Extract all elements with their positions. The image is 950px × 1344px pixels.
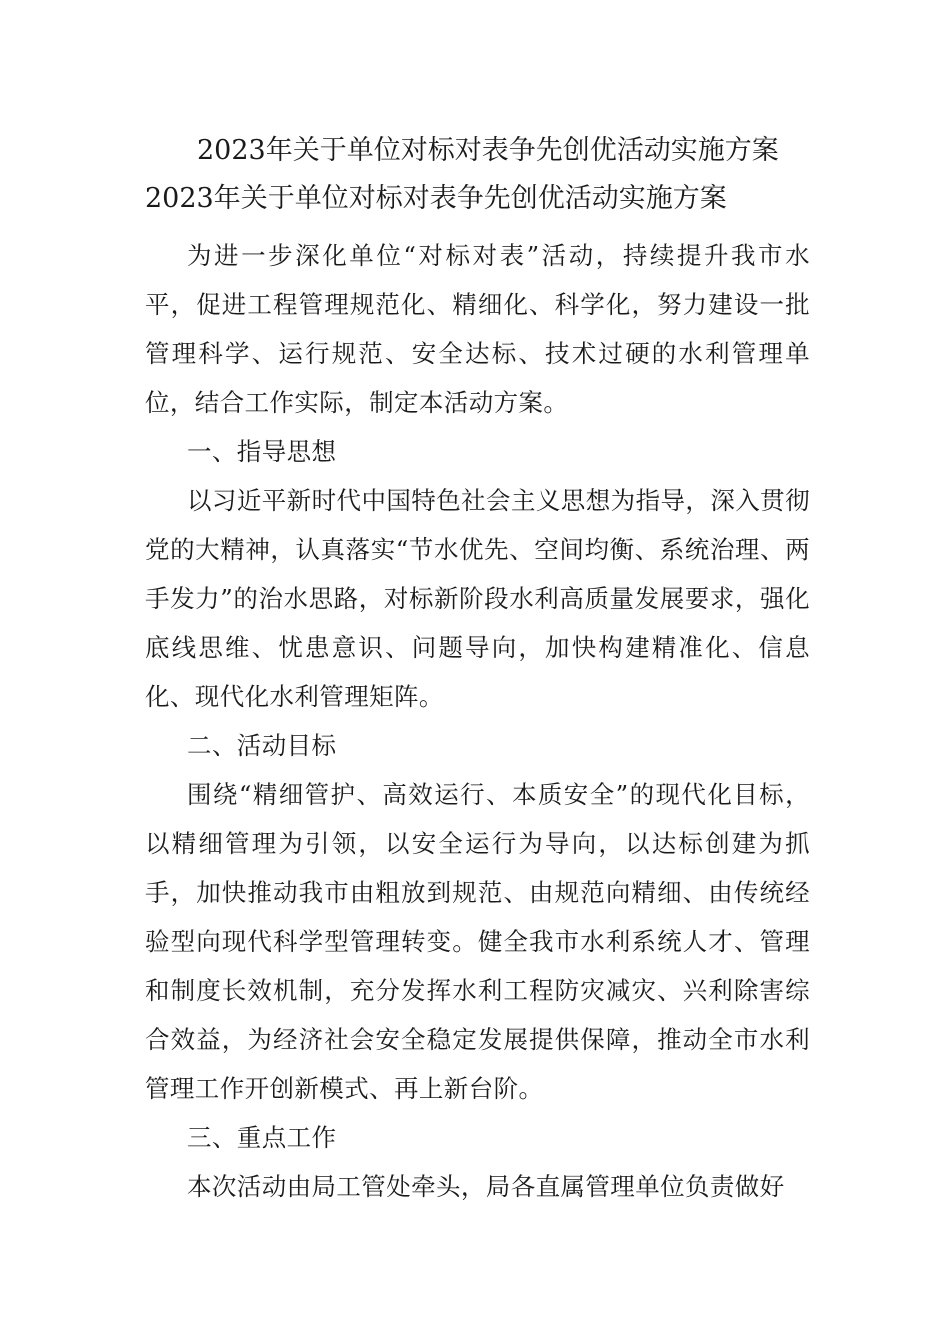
section-heading-key-work: 三、重点工作 bbox=[187, 1123, 337, 1152]
document-subtitle: 2023年关于单位对标对表争先创优活动实施方案 bbox=[145, 183, 727, 214]
document-body bbox=[145, 231, 810, 1211]
section-heading-guiding-ideology: 一、指导思想 bbox=[187, 437, 337, 466]
intro-paragraph: 为进一步深化单位“对标对表”活动，持续提升我市水平，促进工程管理规范化、精细化、科学化，努力建设一批管理科学、运行规范、安全达标、技术过硬的水利管理单位，结合工作实际，制定本活动方案。 bbox=[145, 241, 810, 417]
document-title: 2023年关于单位对标对表争先创优活动实施方案 bbox=[197, 135, 779, 166]
key-work-paragraph: 本次活动由局工管处牵头，局各直属管理单位负责做好 bbox=[187, 1172, 785, 1201]
section-heading-activity-goals: 二、活动目标 bbox=[187, 731, 337, 760]
guiding-ideology-paragraph: 以习近平新时代中国特色社会主义思想为指导，深入贯彻党的大精神，认真落实“节水优先、空间均衡、系统治理、两手发力”的治水思路，对标新阶段水利高质量发展要求，强化底线思维、忧患意识、问题导向，加快构建精准化、信息化、现代化水利管理矩阵。 bbox=[145, 486, 810, 711]
activity-goals-paragraph: 围绕“精细管护、高效运行、本质安全”的现代化目标，以精细管理为引领，以安全运行为导向，以达标创建为抓手，加快推动我市由粗放到规范、由规范向精细、由传统经验型向现代科学型管理转变。健全我市水利系统人才、管理和制度长效机制，充分发挥水利工程防灾减灾、兴利除害综合效益，为经济社会安全稳定发展提供保障，推动全市水利管理工作开创新模式、再上新台阶。 bbox=[145, 780, 810, 1103]
